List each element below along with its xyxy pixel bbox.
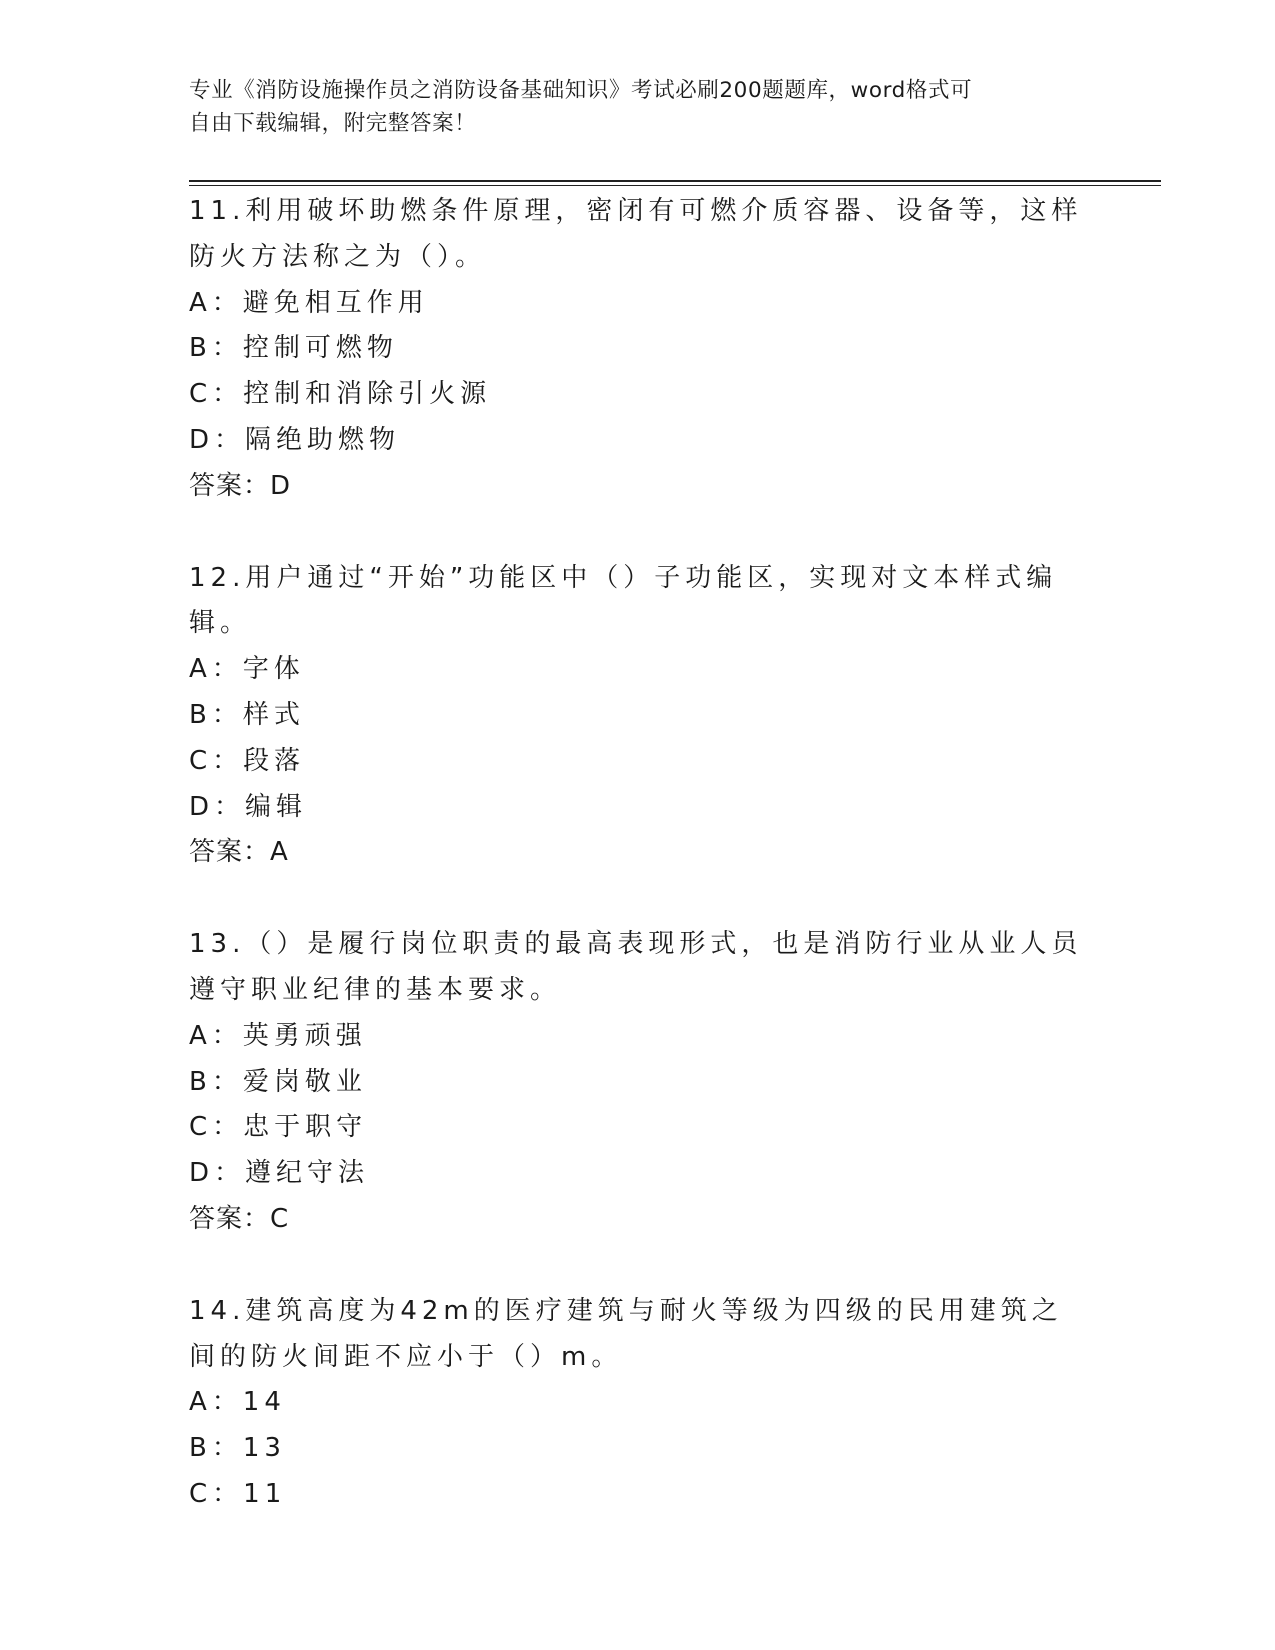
header-line: 专业《消防设施操作员之消防设备基础知识》考试必刷200题题库，word格式可 [189,78,973,103]
option-b: B：控制可燃物 [189,333,398,364]
question-block [189,556,1089,877]
header-divider-thin [189,185,1161,186]
option-c: C：控制和消除引火源 [189,379,492,410]
option-a: A：英勇顽强 [189,1020,367,1051]
question-text: 12.用户通过“开始”功能区中（）子功能区，实现对文本样式编辑。 [189,562,1058,639]
option-c: C：11 [189,1478,287,1509]
option-c: C：忠于职守 [189,1112,368,1143]
answer-text: 答案：C [189,1203,290,1234]
option-b: B：爱岗敬业 [189,1066,367,1097]
question-block [189,1289,1089,1518]
header-line: 自由下载编辑，附完整答案！ [189,111,477,136]
question-block [189,189,1089,510]
option-d: D：编辑 [189,791,308,822]
option-d: D：隔绝助燃物 [189,424,401,455]
option-b: B：样式 [189,699,305,730]
option-a: A：避免相互作用 [189,287,429,318]
question-text: 11.利用破坏助燃条件原理，密闭有可燃介质容器、设备等，这样防火方法称之为（）。 [189,196,1083,272]
option-b: B：13 [189,1433,286,1464]
header-divider [189,180,1161,182]
question-block [189,922,1089,1243]
option-c: C：段落 [189,745,306,776]
question-text: 14.建筑高度为42m的医疗建筑与耐火等级为四级的民用建筑之间的防火间距不应小于（）m。 [189,1295,1063,1372]
answer-text: 答案：A [189,837,289,868]
option-a: A：字体 [189,654,305,685]
document-header [189,74,1089,140]
answer-text: 答案：D [189,470,292,501]
question-text: 13.（）是履行岗位职责的最高表现形式，也是消防行业从业人员遵守职业纪律的基本要求。 [189,929,1083,1005]
option-a: A：14 [189,1387,286,1418]
question-list [189,189,1089,1564]
option-d: D：遵纪守法 [189,1158,370,1189]
